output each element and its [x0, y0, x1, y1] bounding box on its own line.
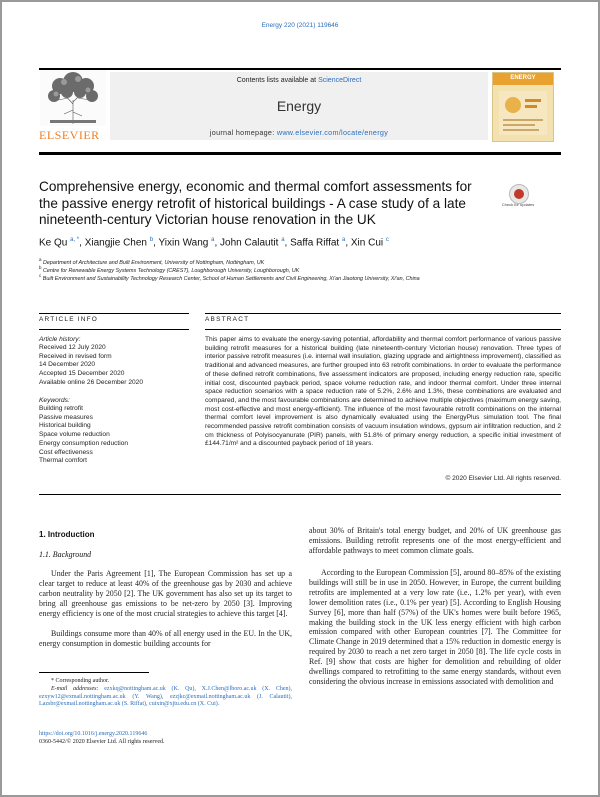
body-paragraph: According to the European Commission [5], around 80–85% of the existing buildings will still be in use in 2050. However, in Europe, the current building retrofits are implemented at a very low rate (i.e., 1.2% per year), with even lower demolition rates (i.e., 0.1% per year) [5]. According to English Housing Survey [6], more than half (57%) of the UK's homes were built before 1965, making the building stock in the UK less energy efficient with high carbon emission compared with other European countries [7]. The Committee for Climate Change in 2019 determined that a 15% reduction in domestic energy is required by 2030 to reach a net zero target in 2050 [8]. The life cycle costs in Ref. [9] show that costs are higher for demolition and rebuilding of older dwellings compared to retrofitting to the same energy standards, without even considering the obvious increase in emissions associated with demolition and — [309, 568, 561, 686]
abstract-bottom-rule — [205, 329, 561, 330]
journal-reference[interactable]: Energy 220 (2021) 119646 — [261, 22, 339, 29]
article-title: Comprehensive energy, economic and thermal comfort assessments for the passive energy retrofit of historical buildings - A case study of a late nineteenth-century Victorian house renovation in the UK — [39, 179, 472, 227]
history-item: Received 12 July 2020 — [39, 344, 106, 351]
homepage-link[interactable]: www.elsevier.com/locate/energy — [276, 128, 389, 137]
email-label: E-mail addresses: — [51, 686, 99, 692]
keywords-label: Keywords: — [39, 397, 70, 404]
abstract-text: This paper aims to evaluate the energy-saving potential, affordability and thermal comfort performance of various passive building retrofit measures for a historical building (late nineteenth-century Victorian house) renovation. Three types of interior passive retrofit measures (i.e. internal wall insulation, glazing upgrade and airtightness improvement), classified as traditional and advanced measures, are further grouped into 63 retrofit combinations. In order to evaluate the performance of these defined retrofit combinations, five assessment indicators are proposed, including energy reduction rate, specific initial cost, discounted payback period, space volume reduction rate, and indoor thermal comfort. Under three internal space reduction scenarios with a space reduction rate of 5.2%, 2.6% and 1.3%, these combinations are evaluated and compared, and the most favourable combinations are determined to achieve multiple objectives (maximum energy saving, most cost-effective and most energy-efficient). The influence of the most favourable retrofit combinations on the internal thermal comfort level improvement is also dynamically evaluated using the EnergyPlus simulation tool. The final recommended passive retrofit combination consists of vacuum insulation windows, gypsum air infiltration reduction, and 2 cm thickness of Polyisocyanurate (PIR) panels, with 51.8% of primary energy reduction, a specific initial investment of £144.71/m² and a discounted payback period of 18 years. — [205, 336, 561, 448]
author-affil-mark[interactable]: b — [149, 237, 154, 243]
contents-line — [110, 77, 488, 84]
header-bottom-rule — [39, 152, 561, 155]
author-name[interactable]: John Calautit — [220, 237, 279, 249]
journal-homepage-line — [110, 128, 488, 137]
header-top-rule — [39, 68, 561, 70]
check-updates-dot — [514, 189, 524, 199]
check-for-updates-badge[interactable] — [501, 184, 535, 214]
keyword: Building retrofit — [39, 405, 83, 412]
abstract-heading: ABSTRACT — [205, 316, 250, 323]
author-name[interactable]: Saffa Riffat — [290, 237, 340, 249]
author-name[interactable]: Yixin Wang — [158, 237, 209, 249]
article-info-top-rule — [39, 313, 189, 314]
sciencedirect-link[interactable]: ScienceDirect — [318, 77, 362, 84]
check-updates-label: Check for updates — [501, 202, 535, 207]
subsection-heading-background: 1.1. Background — [39, 550, 92, 559]
issn-copyright: 0360-5442/© 2020 Elsevier Ltd. All rights reserved. — [39, 739, 165, 745]
elsevier-tree-logo — [40, 70, 106, 126]
corresponding-author-note: * Corresponding author. — [51, 678, 110, 684]
paper-page — [2, 2, 598, 795]
keyword: Space volume reduction — [39, 431, 110, 439]
affiliation-mark: a — [39, 257, 42, 262]
body-paragraph: Under the Paris Agreement [1], The European Commission has set up a clear target to reduce at least 40% of the greenhouse gas by 2030 and achieve carbon neutrality by 2050 [2]. The UK government has also set up its target to bring all greenhouse gas emissions to be net-zero by 2050 [3]. Improving energy efficiency is one of the most crucial strategies to achieve this target [4]. — [39, 569, 292, 618]
history-item: Available online 26 December 2020 — [39, 378, 143, 386]
abstract-end-rule — [39, 494, 561, 495]
keyword: Thermal comfort — [39, 457, 87, 465]
keyword: Historical building — [39, 422, 91, 430]
contents-prefix: Contents lists available at — [236, 77, 317, 84]
affiliation-text: Built Environment and Sustainability Technology Research Center, School of Human Settlements and Civil Engineering, Xi'an Jiaotong University, Xi'an, China — [42, 275, 420, 282]
check-updates-icon — [509, 184, 529, 204]
footnote-rule — [39, 672, 149, 673]
cover-title: ENERGY — [510, 75, 536, 81]
affiliation-mark: c — [39, 273, 42, 278]
history-item: Accepted 15 December 2020 — [39, 370, 125, 378]
journal-cover-thumbnail[interactable] — [492, 72, 554, 142]
author-name[interactable]: Ke Qu — [39, 237, 68, 249]
abstract-top-rule — [205, 313, 561, 314]
article-info-bottom-rule — [39, 329, 189, 330]
article-info-heading: ARTICLE INFO — [39, 316, 99, 323]
cover-artwork-icon — [499, 91, 547, 135]
history-item: Received in revised form — [39, 352, 112, 360]
keyword: Energy consumption reduction — [39, 439, 129, 447]
email-addresses — [39, 686, 292, 709]
author-name[interactable]: Xiangjie Chen — [84, 237, 147, 249]
author-affil-mark[interactable]: a — [341, 237, 346, 243]
affiliation — [39, 273, 509, 282]
author-affil-mark[interactable]: c — [385, 237, 389, 243]
body-paragraph: Buildings consume more than 40% of all energy used in the EU. In the UK, energy consumption in domestic building accounts for — [39, 629, 292, 648]
body-paragraph: about 30% of Britain's total energy budget, and 20% of UK greenhouse gas emissions. Building retrofit represents one of the most energy-efficient and affordable pathways to meet common climate goals. — [309, 526, 561, 555]
author-list: Ke Qu $^{a, *}$, Xiangjie Chen $^b$, Yixin Wang $^a$, John Calautit $^a$, Saffa Riffat $^a$, Xin Cui $^c$ — [39, 237, 389, 249]
history-item: 14 December 2020 — [39, 361, 96, 369]
keyword: Cost effectiveness — [39, 448, 93, 456]
homepage-label: journal homepage: — [209, 128, 275, 137]
journal-name: Energy — [276, 98, 322, 114]
email-list[interactable]: ezxkq@nottingham.ac.uk (K. Qu), X.J.Chen@lboro.ac.uk (X. Chen), ezxyw12@exmail.nottingham.ac.uk (Y. Wang), ezzjkc@exmail.nottingham.ac.uk (J. Calautit), Lazsbr@exmail.nottingham.ac.uk (S. Riffat), cuixin@xjtu.edu.cn (X. Cui). — [39, 686, 292, 708]
author-affil-mark[interactable]: a — [211, 237, 215, 243]
section-heading-introduction: 1. Introduction — [39, 530, 95, 539]
affiliation-mark: b — [39, 265, 42, 270]
journal-header-box — [110, 72, 488, 140]
elsevier-wordmark: ELSEVIER — [39, 128, 100, 142]
author-name[interactable]: Xin Cui — [350, 237, 384, 249]
affiliation-text: Department of Architecture and Built Environment, University of Nottingham, Nottingham, UK — [43, 259, 265, 266]
affiliation-text: Centre for Renewable Energy Systems Technology (CREST), Loughborough University, Loughborough, UK — [43, 267, 300, 274]
doi-link[interactable]: https://doi.org/10.1016/j.energy.2020.119646 — [39, 731, 148, 737]
history-label: Article history: — [39, 336, 81, 343]
abstract-copyright: © 2020 Elsevier Ltd. All rights reserved. — [445, 475, 561, 482]
author-affil-mark[interactable]: a, * — [70, 237, 80, 243]
author-affil-mark[interactable]: a — [281, 237, 285, 243]
keyword: Passive measures — [39, 413, 93, 421]
